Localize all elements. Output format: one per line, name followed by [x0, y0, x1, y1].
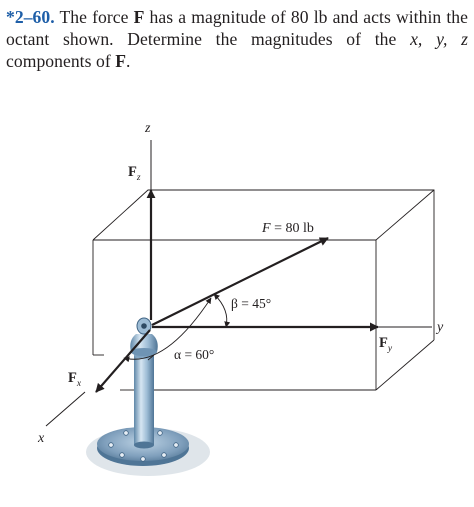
- force-symbol-2: F: [115, 51, 126, 71]
- problem-number: *2–60.: [6, 7, 55, 27]
- f-magnitude-label: F = 80 lb: [262, 221, 314, 236]
- problem-text-part-4: .: [126, 51, 131, 71]
- problem-text-part-2: has a magnitude of 80 lb and acts within the octant shown. Determine the magnitudes of the: [6, 7, 468, 49]
- beta-angle-arc: [214, 294, 227, 327]
- problem-text-part-1: The force: [54, 7, 134, 27]
- fx-label: $F_x$: [68, 370, 82, 389]
- z-axis-label: z: [145, 121, 151, 136]
- y-axis-label: y: [437, 320, 444, 335]
- alpha-label: α = 60°: [174, 347, 215, 362]
- f-vector: [152, 238, 328, 325]
- force-symbol: F: [133, 7, 145, 27]
- component-axes: x, y, z: [410, 29, 468, 49]
- beta-label: β = 45°: [231, 296, 272, 311]
- problem-text-part-3: components of: [6, 51, 116, 71]
- fy-label: $F_y$: [379, 335, 393, 354]
- x-axis-line: [46, 392, 85, 426]
- fz-label: $F_z$: [128, 164, 141, 183]
- x-axis-label: x: [38, 431, 45, 446]
